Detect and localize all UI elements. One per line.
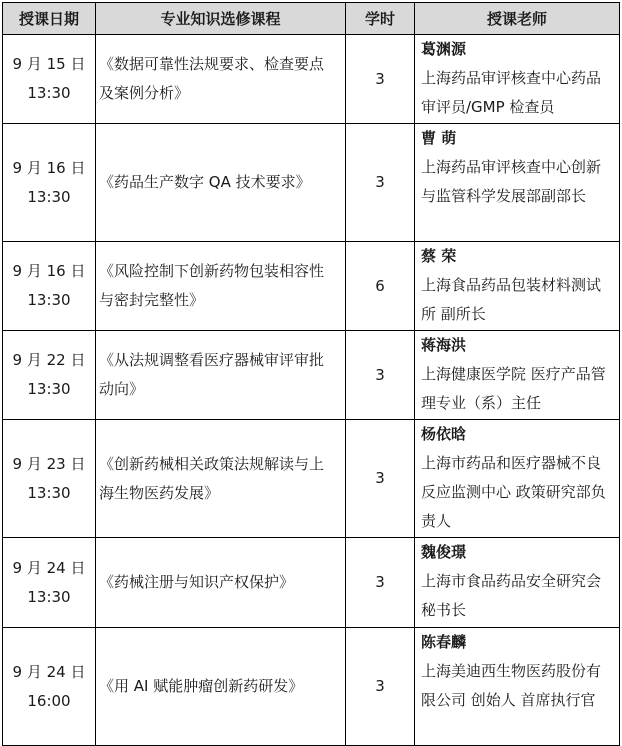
header-date: 授课日期 — [3, 3, 96, 35]
time-text: 13:30 — [27, 483, 71, 502]
teacher-cell — [415, 538, 620, 628]
table-row — [3, 420, 620, 538]
table-row — [3, 242, 620, 331]
course-cell: 《数据可靠性法规要求、检查要点及案例分析》 — [96, 35, 346, 124]
teacher-cell — [415, 420, 620, 538]
course-cell: 《药品生产数字 QA 技术要求》 — [96, 124, 346, 242]
date-cell — [3, 538, 96, 628]
course-cell: 《用 AI 赋能肿瘤创新药研发》 — [96, 628, 346, 746]
header-hours: 学时 — [346, 3, 415, 35]
teacher-name: 曹 萌 — [421, 129, 457, 147]
time-text: 13:30 — [27, 380, 71, 398]
course-cell: 《风险控制下创新药物包装相容性与密封完整性》 — [96, 242, 346, 331]
date-cell — [3, 35, 96, 124]
date-cell — [3, 331, 96, 420]
date-text: 9 月 23 日 — [12, 454, 86, 473]
schedule-table-wrapper — [2, 2, 619, 746]
hours-cell: 3 — [346, 628, 415, 746]
hours-cell: 3 — [346, 35, 415, 124]
hours-cell: 3 — [346, 124, 415, 242]
date-cell — [3, 242, 96, 331]
teacher-cell — [415, 331, 620, 420]
date-cell — [3, 628, 96, 746]
date-cell — [3, 124, 96, 242]
teacher-name: 杨依晗 — [421, 425, 467, 443]
hours-cell: 3 — [346, 331, 415, 420]
teacher-title: 上海药品审评核查中心药品审评员/GMP 检查员 — [421, 69, 602, 116]
date-text: 9 月 16 日 — [12, 262, 86, 280]
teacher-name: 葛渊源 — [421, 40, 467, 58]
time-text: 13:30 — [27, 587, 71, 606]
table-row — [3, 35, 620, 124]
teacher-title: 上海市药品和医疗器械不良反应监测中心 政策研究部负责人 — [421, 454, 606, 530]
date-text: 9 月 24 日 — [12, 662, 86, 681]
table-row — [3, 628, 620, 746]
time-text: 13:30 — [27, 291, 71, 309]
date-cell — [3, 420, 96, 538]
time-text: 13:30 — [27, 84, 71, 102]
date-text: 9 月 15 日 — [12, 55, 86, 73]
time-text: 16:00 — [27, 691, 71, 710]
header-course: 专业知识选修课程 — [96, 3, 346, 35]
teacher-title: 上海健康医学院 医疗产品管理专业（系）主任 — [421, 365, 606, 412]
table-row — [3, 124, 620, 242]
teacher-cell — [415, 242, 620, 331]
course-cell: 《创新药械相关政策法规解读与上海生物医药发展》 — [96, 420, 346, 538]
date-text: 9 月 16 日 — [12, 158, 86, 177]
table-row — [3, 331, 620, 420]
date-text: 9 月 22 日 — [12, 351, 86, 369]
teacher-cell — [415, 124, 620, 242]
teacher-name: 蒋海洪 — [421, 336, 467, 354]
teacher-title: 上海美迪西生物医药股份有限公司 创始人 首席执行官 — [421, 662, 602, 709]
teacher-name: 魏俊璟 — [421, 543, 467, 561]
time-text: 13:30 — [27, 187, 71, 206]
teacher-title: 上海食品药品包装材料测试所 副所长 — [421, 276, 602, 323]
course-cell: 《从法规调整看医疗器械审评审批动向》 — [96, 331, 346, 420]
table-row — [3, 538, 620, 628]
teacher-title: 上海市食品药品安全研究会 秘书长 — [421, 572, 602, 619]
teacher-name: 陈春麟 — [421, 633, 467, 651]
course-schedule-table — [2, 2, 620, 746]
hours-cell: 6 — [346, 242, 415, 331]
header-teacher: 授课老师 — [415, 3, 620, 35]
teacher-cell — [415, 35, 620, 124]
teacher-name: 蔡 荣 — [421, 247, 457, 265]
date-text: 9 月 24 日 — [12, 558, 86, 577]
hours-cell: 3 — [346, 538, 415, 628]
table-header-row — [3, 3, 620, 35]
teacher-title: 上海药品审评核查中心创新与监管科学发展部副部长 — [421, 158, 602, 205]
course-cell: 《药械注册与知识产权保护》 — [96, 538, 346, 628]
teacher-cell — [415, 628, 620, 746]
hours-cell: 3 — [346, 420, 415, 538]
